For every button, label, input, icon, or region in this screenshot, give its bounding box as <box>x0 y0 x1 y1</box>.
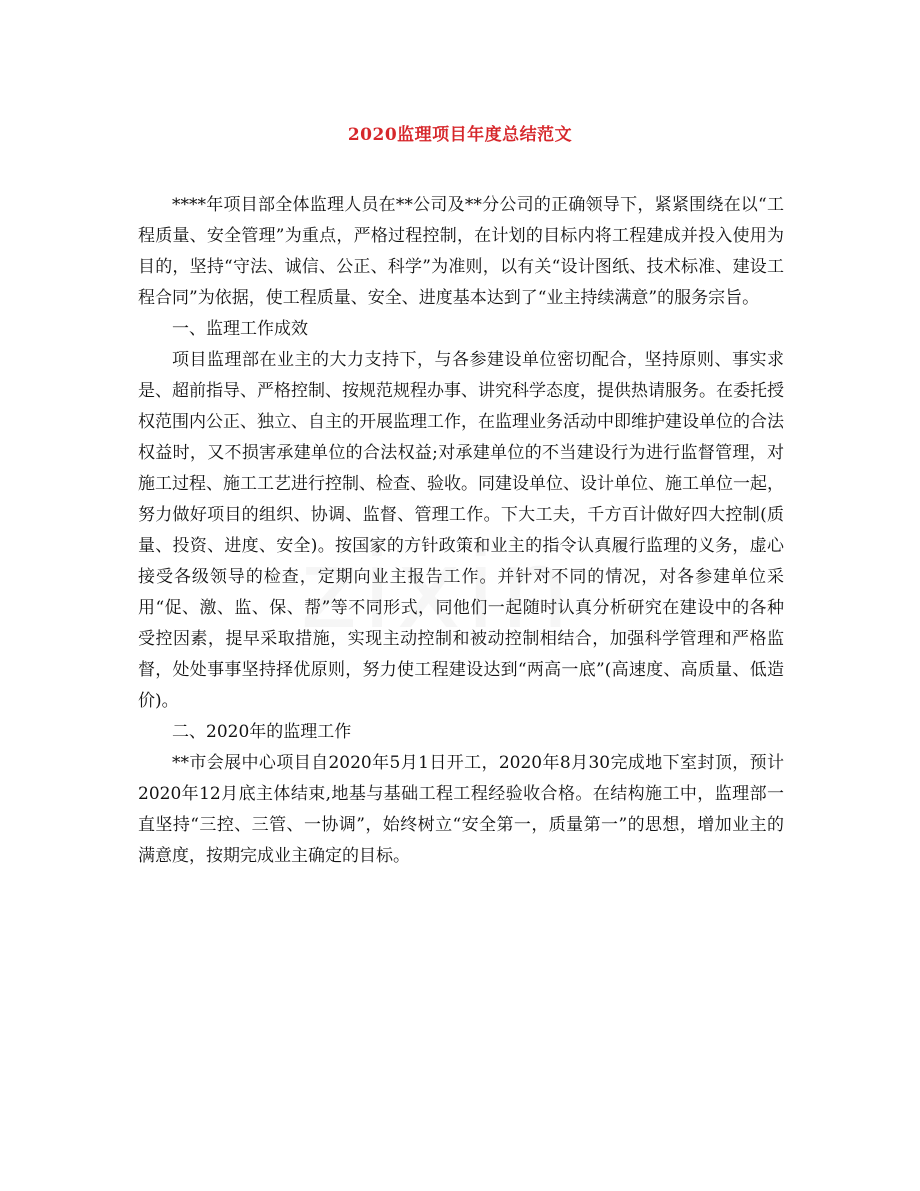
intro-paragraph: ****年项目部全体监理人员在**公司及**分公司的正确领导下，紧紧围绕在以“工程质量、安全管理”为重点，严格过程控制，在计划的目标内将工程建成并投入使用为目的，坚持“守法、诚信、公正、科学”为准则，以有关“设计图纸、技术标准、建设工程合同”为依据，使工程质量、安全、进度基本达到了“业主持续满意”的服务宗旨。 <box>138 195 784 308</box>
section-heading-2: 二、2020年的监理工作 <box>172 722 352 742</box>
section-1-paragraph: 项目监理部在业主的大力支持下，与各参建设单位密切配合，坚持原则、事实求是、超前指导、严格控制、按规范规程办事、讲究科学态度，提供热请服务。在委托授权范围内公正、独立、自主的开展监理工作，在监理业务活动中即维护建设单位的合法权益时，又不损害承建单位的合法权益;对承建单位的不当建设行为进行监督管理，对施工过程、施工工艺进行控制、检查、验收。同建设单位、设计单位、施工单位一起，努力做好项目的组织、协调、监督、管理工作。下大工夫，千方百计做好四大控制(质量、投资、进度、安全)。按国家的方针政策和业主的指令认真履行监理的义务，虚心接受各级领导的检查，定期向业主报告工作。并针对不同的情况，对各参建单位采用“促、激、监、保、帮”等不同形式，同他们一起随时认真分析研究在建设中的各种受控因素，提早采取措施，实现主动控制和被动控制相结合，加强科学管理和严格监督，处处事事坚持择优原则，努力使工程建设达到“两高一底”(高速度、高质量、低造价)。 <box>138 350 784 711</box>
document-title: 2020监理项目年度总结范文 <box>347 125 573 145</box>
document-body <box>138 190 784 872</box>
section-2-paragraph: **市会展中心项目自2020年5月1日开工，2020年8月30完成地下室封顶，预计2020年12月底主体结束,地基与基础工程工程经验收合格。在结构施工中，监理部一直坚持“三控、三管、一协调”，始终树立“安全第一，质量第一”的思想，增加业主的满意度，按期完成业主确定的目标。 <box>138 753 784 866</box>
section-heading-1: 一、监理工作成效 <box>172 319 308 339</box>
